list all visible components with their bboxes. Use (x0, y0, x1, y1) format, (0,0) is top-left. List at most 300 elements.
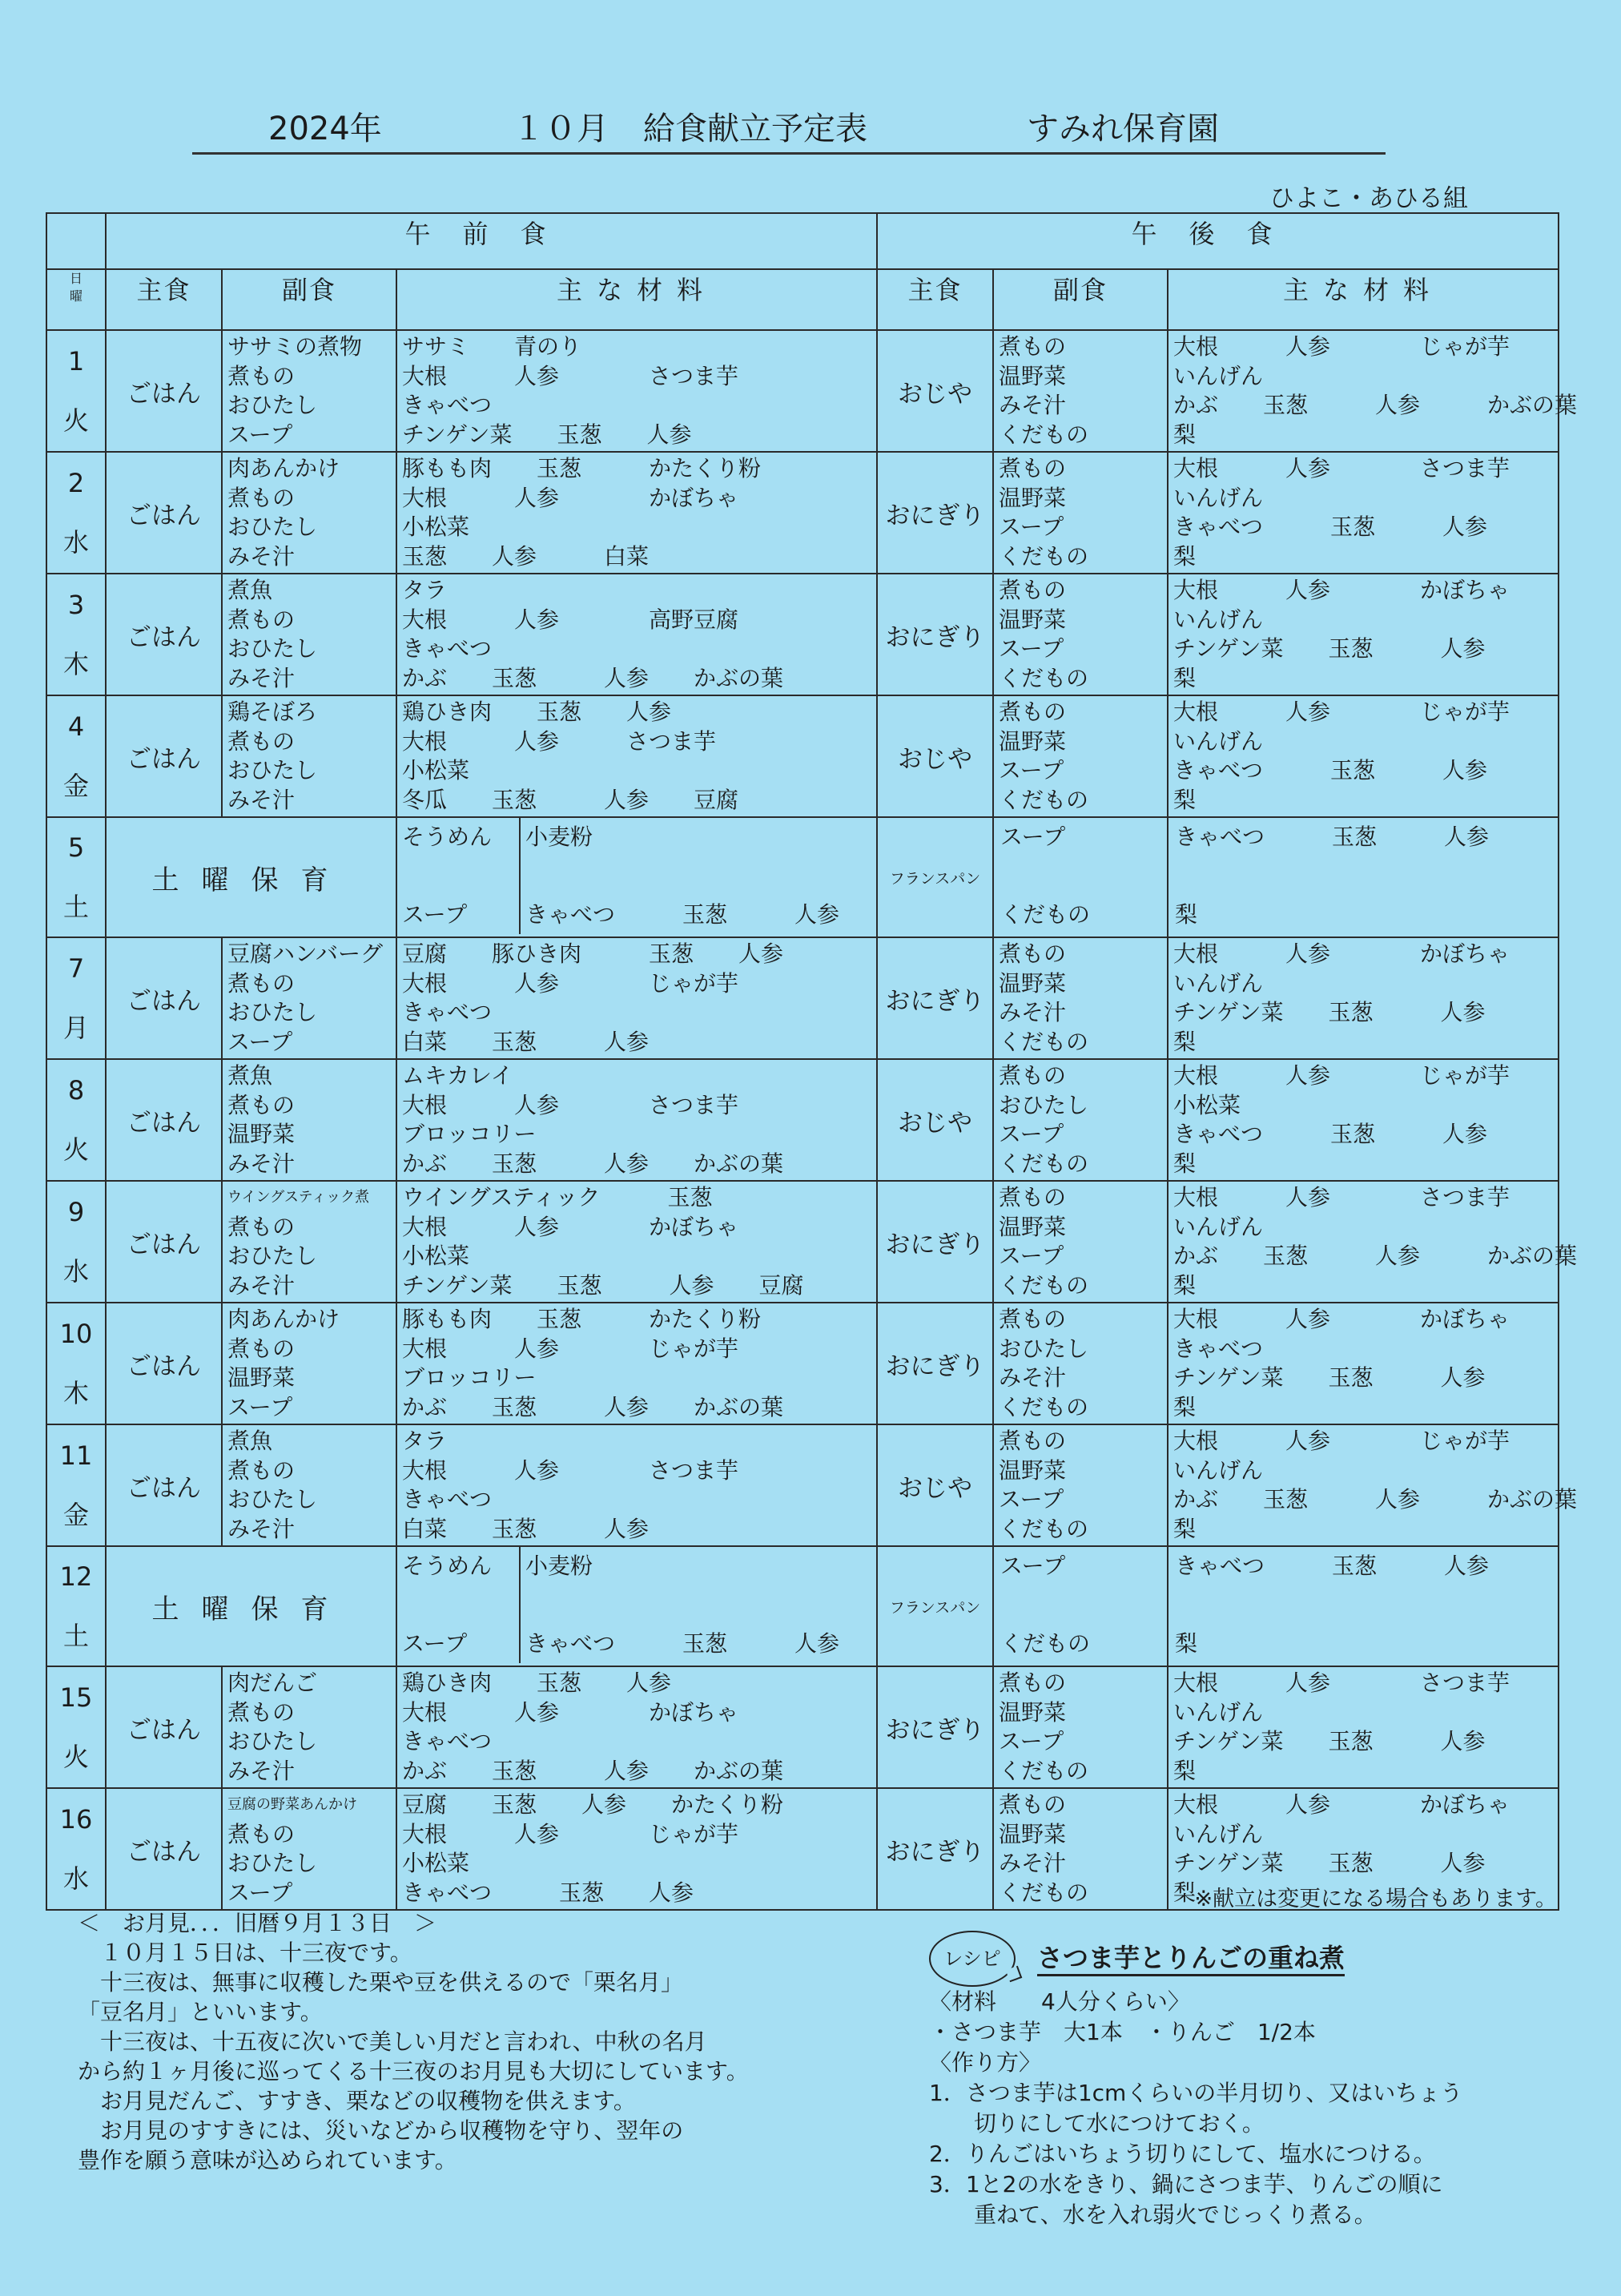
recipe-line: 3．1と2の水をきり、鍋にさつま芋、りんごの順に (929, 2171, 1443, 2197)
moon-note-line: から約１ヶ月後に巡ってくる十三夜のお月見も大切にしています。 (78, 2058, 749, 2085)
am-materials-cell (396, 452, 877, 574)
pm-materials-cell (1168, 1059, 1559, 1181)
day-column-header: 日 曜 (46, 269, 106, 330)
title-month: １０月 (513, 111, 609, 147)
table-row (46, 817, 1559, 937)
am-side-cell (222, 574, 396, 695)
pm-material-line: いんげん (1173, 362, 1264, 389)
am-material-line: 鶏ひき肉 玉葱 人参 (402, 1670, 672, 1696)
pm-side-item: 温野菜 (999, 1698, 1067, 1726)
moon-note-line: １０月１５日は、十三夜です。 (78, 1940, 412, 1966)
am-material-line: 冬瓜 玉葱 人参 豆腐 (402, 786, 739, 813)
pm-material-line: いんげん (1173, 484, 1264, 511)
sat-material-item: 小麦粉 (525, 1553, 593, 1579)
am-side-cell (222, 452, 396, 574)
am-materials-cell (396, 1181, 877, 1303)
pm-material-line: 小松菜 (1173, 1091, 1241, 1118)
pm-materials-cell (1168, 1666, 1559, 1788)
pm-side-header: 副食 (993, 269, 1168, 330)
pm-material-line: いんげん (1173, 969, 1264, 997)
am-staple-cell: ごはん (106, 1059, 222, 1181)
pm-side-item: くだもの (999, 664, 1089, 691)
am-side-item: おひたし (227, 999, 318, 1025)
moon-note-line: ＜ お月見．．．旧暦９月１３日 ＞ (78, 1910, 437, 1936)
pm-materials-cell (1168, 817, 1559, 937)
pm-material-line: 大根 人参 かぼちゃ (1173, 941, 1510, 967)
am-material-line: 大根 人参 かぼちゃ (402, 484, 739, 511)
pm-side-item: くだもの (999, 421, 1089, 448)
date-cell: 1 火 (46, 330, 106, 452)
pm-side-item: みそ汁 (999, 999, 1067, 1025)
am-materials-header: 主な材料 (396, 269, 877, 330)
pm-side-item: くだもの (999, 542, 1089, 570)
moon-note-line: 十三夜は、十五夜に次いで美しい月だと言われ、中秋の名月 (78, 2028, 707, 2055)
am-side-item: スープ (227, 1028, 293, 1055)
am-side-cell (222, 1424, 396, 1546)
am-side-item: 肉あんかけ (227, 1306, 340, 1332)
pm-side-item: くだもの (999, 1150, 1089, 1177)
am-side-item: おひたし (227, 635, 318, 662)
am-material-line: 白菜 玉葱 人参 (402, 1515, 650, 1542)
am-side-item: ウイングスティック煮 (227, 1189, 370, 1206)
pm-material-line: 大根 人参 かぼちゃ (1173, 577, 1510, 603)
am-side-item: 煮魚 (227, 577, 273, 603)
date-cell: 3 木 (46, 574, 106, 695)
pm-materials-cell (1168, 330, 1578, 452)
table-row (46, 1059, 1559, 1181)
pm-material-line: 大根 人参 さつま芋 (1173, 1184, 1510, 1210)
am-materials-cell (396, 695, 877, 817)
am-side-item: 煮もの (227, 1091, 296, 1118)
am-staple-cell: ごはん (106, 1181, 222, 1303)
pm-material-line: 大根 人参 じゃが芋 (1173, 333, 1510, 360)
pm-side-item: 温野菜 (999, 969, 1067, 997)
am-material-line: きゃべつ 玉葱 人参 (402, 1879, 694, 1906)
pm-material-line: チンゲン菜 玉葱 人参 (1173, 1364, 1486, 1391)
moon-note-line: お月見だんご、すすき、栗などの収穫物を供えます。 (78, 2088, 636, 2114)
am-side-item: みそ汁 (227, 786, 296, 813)
pm-staple-cell: おにぎり (877, 1181, 993, 1303)
pm-side-item: 温野菜 (999, 362, 1067, 389)
pm-side-item: くだもの (999, 1879, 1089, 1906)
pm-staple-cell: おにぎり (877, 452, 993, 574)
am-side-item: おひたし (227, 392, 318, 418)
table-row (46, 1666, 1559, 1788)
am-side-item: 肉だんご (227, 1670, 318, 1696)
am-side-item: みそ汁 (227, 1515, 296, 1542)
menu-table (46, 212, 1578, 1911)
pm-materials-cell (1168, 452, 1559, 574)
pm-side-cell (993, 1303, 1168, 1424)
am-side-item: 煮もの (227, 362, 296, 389)
am-side-cell (222, 937, 396, 1059)
am-materials-cell (396, 1666, 877, 1788)
pm-side-item: スープ (1000, 1553, 1066, 1579)
am-material-line: 小松菜 (402, 757, 470, 783)
date-cell: 7 月 (46, 937, 106, 1059)
pm-material-line: いんげん (1173, 1456, 1264, 1484)
pm-material-line: チンゲン菜 玉葱 人参 (1173, 1728, 1486, 1754)
pm-staple-cell: おにぎり (877, 1788, 993, 1910)
am-staple-cell: ごはん (106, 452, 222, 574)
moon-viewing-note (78, 1908, 911, 2175)
pm-material-line: 梨 (1173, 1515, 1197, 1542)
pm-side-item: スープ (999, 757, 1064, 783)
pm-material-line: 大根 人参 かぼちゃ (1173, 1306, 1510, 1332)
pm-material-line: チンゲン菜 玉葱 人参 (1173, 635, 1486, 662)
pm-side-item: 煮もの (999, 1428, 1067, 1454)
am-material-line: ブロッコリー (402, 1364, 537, 1391)
pm-side-item: 煮もの (999, 577, 1067, 603)
pm-material-line: 梨 (1173, 421, 1197, 448)
am-side-item: おひたし (227, 1728, 318, 1754)
pm-materials-cell (1168, 695, 1559, 817)
saturday-care-cell: 土曜保育 (106, 1546, 396, 1666)
am-staple-cell: ごはん (106, 330, 222, 452)
pm-side-item: おひたし (999, 1335, 1089, 1362)
pm-side-item: 温野菜 (999, 1456, 1067, 1484)
am-materials-cell (396, 1788, 877, 1910)
pm-side-item: くだもの (999, 1757, 1089, 1784)
am-staple-header: 主食 (106, 269, 222, 330)
am-material-line: ブロッコリー (402, 1121, 537, 1147)
am-staple-cell: ごはん (106, 1788, 222, 1910)
am-material-line: 大根 人参 さつま芋 (402, 362, 739, 389)
moon-note-line: 「豆名月」といいます。 (78, 1999, 323, 2025)
pm-side-item: 温野菜 (999, 727, 1067, 755)
am-material-line: ササミ 青のり (402, 333, 582, 360)
pm-material-line: 大根 人参 さつま芋 (1173, 1670, 1510, 1696)
am-side-item: 煮もの (227, 969, 296, 997)
pm-side-item: 煮もの (999, 941, 1067, 967)
pm-side-item: スープ (999, 1121, 1064, 1147)
pm-side-cell (993, 452, 1168, 574)
pm-side-item: 温野菜 (999, 1820, 1067, 1847)
am-side-item: 煮もの (227, 484, 296, 511)
date-cell: 5 土 (46, 817, 106, 937)
pm-staple-cell: おにぎり (877, 937, 993, 1059)
recipe-box (929, 1931, 1586, 2230)
pm-material-line: きゃべつ 玉葱 人参 (1173, 1121, 1488, 1147)
pm-staple-cell: おじや (877, 1424, 993, 1546)
pm-staple-cell: おじや (877, 1059, 993, 1181)
pm-materials-cell (1168, 937, 1559, 1059)
moon-note-line: お月見のすすきには、災いなどから収穫物を守り、翌年の (78, 2117, 684, 2144)
am-material-line: タラ (402, 1428, 448, 1454)
pm-side-item: くだもの (1000, 1630, 1091, 1657)
am-material-line: 小松菜 (402, 514, 470, 540)
am-side-item: 肉あんかけ (227, 455, 340, 481)
pm-material-line: 梨 (1173, 1393, 1197, 1420)
recipe-title: さつま芋とりんごの重ね煮 (1037, 1942, 1345, 1976)
date-cell: 8 火 (46, 1059, 106, 1181)
pm-material-line: 梨 (1173, 1879, 1197, 1906)
pm-material-line: 大根 人参 さつま芋 (1173, 455, 1510, 481)
am-side-cell (222, 330, 396, 452)
recipe-line: ・さつま芋 大1本 ・りんご 1/2本 (929, 2019, 1316, 2045)
pm-material-line: チンゲン菜 玉葱 人参 (1173, 999, 1486, 1025)
pm-materials-cell (1168, 1424, 1578, 1546)
pm-material-line: 梨 (1173, 542, 1197, 570)
am-side-item: 煮魚 (227, 1062, 273, 1089)
class-group-label: ひよこ・あひる組 (1269, 184, 1468, 213)
am-side-cell (222, 1181, 396, 1303)
title-school: すみれ保育園 (1027, 111, 1219, 147)
am-side-item: 鶏そぼろ (227, 699, 318, 725)
am-material-line: かぶ 玉葱 人参 かぶの葉 (402, 664, 784, 691)
pm-material-item: 梨 (1175, 901, 1198, 928)
am-side-item: ササミの煮物 (227, 333, 363, 360)
pm-side-cell (993, 937, 1168, 1059)
pm-side-item: くだもの (999, 786, 1089, 813)
am-side-item: みそ汁 (227, 1271, 296, 1299)
page-title (192, 106, 1386, 155)
pm-side-item: おひたし (999, 1091, 1089, 1118)
pm-material-line: いんげん (1173, 727, 1264, 755)
am-material-line: かぶ 玉葱 人参 かぶの葉 (402, 1757, 784, 1784)
change-note: ※献立は変更になる場合もあります。 (1194, 1887, 1557, 1911)
am-material-line: 豆腐 玉葱 人参 かたくり粉 (402, 1791, 784, 1818)
pm-side-item: くだもの (1000, 901, 1091, 928)
am-material-line: 小松菜 (402, 1850, 470, 1876)
am-side-item: スープ (227, 1393, 293, 1420)
pm-material-line: 梨 (1173, 664, 1197, 691)
am-materials-cell (396, 330, 877, 452)
date-cell: 12 土 (46, 1546, 106, 1666)
pm-staple-cell: おじや (877, 330, 993, 452)
am-material-line: 大根 人参 かぼちゃ (402, 1213, 739, 1240)
am-staple-cell: ごはん (106, 937, 222, 1059)
pm-material-line: いんげん (1173, 1820, 1264, 1847)
am-material-line: 大根 人参 じゃが芋 (402, 1335, 739, 1362)
pm-materials-cell (1168, 1303, 1559, 1424)
pm-material-line: きゃべつ 玉葱 人参 (1173, 757, 1488, 783)
am-side-cell (222, 695, 396, 817)
date-cell: 16 水 (46, 1788, 106, 1910)
am-material-line: 豚もも肉 玉葱 かたくり粉 (402, 1306, 762, 1332)
am-material-line: 大根 人参 さつま芋 (402, 1456, 739, 1484)
am-side-item: みそ汁 (227, 542, 296, 570)
am-staple-cell: ごはん (106, 695, 222, 817)
date-cell: 4 金 (46, 695, 106, 817)
am-side-item: みそ汁 (227, 664, 296, 691)
table-row (46, 937, 1559, 1059)
am-side-item: おひたし (227, 514, 318, 540)
pm-material-line: 梨 (1173, 1150, 1197, 1177)
pm-side-cell (993, 1181, 1168, 1303)
am-material-line: ムキカレイ (402, 1062, 513, 1089)
pm-material-item: 梨 (1175, 1630, 1198, 1657)
am-material-line: きゃべつ (402, 635, 493, 662)
am-material-line: 大根 人参 じゃが芋 (402, 1820, 739, 1847)
am-material-line: 白菜 玉葱 人参 (402, 1028, 650, 1055)
pm-side-cell (993, 1059, 1168, 1181)
pm-material-item: きゃべつ 玉葱 人参 (1175, 824, 1490, 850)
am-side-item: おひたし (227, 1486, 318, 1513)
am-side-item: 豆腐の野菜あんかけ (227, 1796, 357, 1813)
pm-staple-cell: おにぎり (877, 1303, 993, 1424)
am-material-line: 大根 人参 さつま芋 (402, 1091, 739, 1118)
table-row (46, 1181, 1559, 1303)
pm-side-item: 温野菜 (999, 606, 1067, 633)
pm-header: 午後食 (877, 213, 1559, 269)
pm-material-line: 梨 (1173, 1271, 1197, 1299)
am-side-item: 温野菜 (227, 1121, 296, 1147)
pm-side-item: 煮もの (999, 1670, 1067, 1696)
pm-material-line: チンゲン菜 玉葱 人参 (1173, 1850, 1486, 1876)
am-side-item: 温野菜 (227, 1364, 296, 1391)
pm-materials-header: 主な材料 (1168, 269, 1559, 330)
am-staple-cell: ごはん (106, 1666, 222, 1788)
title-menu: 給食献立予定表 (643, 111, 867, 147)
pm-side-item: みそ汁 (999, 1850, 1067, 1876)
am-staple-cell: ごはん (106, 1424, 222, 1546)
am-material-line: 豆腐 豚ひき肉 玉葱 人参 (402, 941, 784, 967)
sat-material-item: 小麦粉 (525, 824, 593, 850)
pm-staple-cell: フランスパン (877, 817, 993, 937)
am-materials-cell (396, 817, 877, 937)
sat-material-item: きゃべつ 玉葱 人参 (525, 1630, 840, 1657)
date-cell: 10 木 (46, 1303, 106, 1424)
date-cell: 15 火 (46, 1666, 106, 1788)
pm-material-line: いんげん (1173, 1698, 1264, 1726)
am-side-item: 煮もの (227, 1456, 296, 1484)
pm-material-line: 梨 (1173, 786, 1197, 813)
pm-material-line: いんげん (1173, 1213, 1264, 1240)
am-material-line: 小松菜 (402, 1243, 470, 1269)
table-row (46, 574, 1559, 695)
pm-side-item: スープ (999, 1486, 1064, 1513)
sat-side-item: そうめん (402, 824, 493, 850)
pm-side-item: スープ (999, 1728, 1064, 1754)
am-side-item: みそ汁 (227, 1757, 296, 1784)
table-row (46, 452, 1559, 574)
am-material-line: 大根 人参 高野豆腐 (402, 606, 739, 633)
recipe-line: 1．さつま芋は1cmくらいの半月切り、又はいちょう (929, 2080, 1463, 2106)
am-side-item: 煮もの (227, 606, 296, 633)
pm-side-item: 温野菜 (999, 1213, 1067, 1240)
am-materials-cell (396, 574, 877, 695)
pm-material-line: かぶ 玉葱 人参 かぶの葉 (1173, 1486, 1578, 1513)
pm-side-item: 煮もの (999, 1791, 1067, 1818)
pm-side-cell (993, 817, 1168, 937)
am-material-line: 大根 人参 かぼちゃ (402, 1698, 739, 1726)
pm-side-item: くだもの (999, 1028, 1089, 1055)
pm-side-item: みそ汁 (999, 392, 1067, 418)
pm-side-item: スープ (999, 1243, 1064, 1269)
pm-side-item: スープ (1000, 824, 1066, 850)
table-row (46, 695, 1559, 817)
pm-materials-cell (1168, 574, 1559, 695)
am-material-line: ウイングスティック 玉葱 (402, 1184, 713, 1210)
date-cell: 9 水 (46, 1181, 106, 1303)
am-staple-cell: ごはん (106, 1303, 222, 1424)
am-side-item: おひたし (227, 1850, 318, 1876)
pm-material-item: きゃべつ 玉葱 人参 (1175, 1553, 1490, 1579)
table-row (46, 330, 1559, 452)
recipe-line: 〈材料 4人分くらい〉 (929, 1988, 1190, 2015)
am-side-item: 煮もの (227, 727, 296, 755)
pm-staple-cell: おじや (877, 695, 993, 817)
am-material-line: チンゲン菜 玉葱 人参 (402, 421, 692, 448)
table-row (46, 1303, 1559, 1424)
am-side-item: 煮もの (227, 1698, 296, 1726)
am-materials-cell (396, 937, 877, 1059)
pm-side-cell (993, 695, 1168, 817)
pm-material-line: 大根 人参 じゃが芋 (1173, 1062, 1510, 1089)
pm-side-cell (993, 1788, 1168, 1910)
recipe-line: 切りにして水につけておく。 (929, 2110, 1265, 2137)
am-material-line: 大根 人参 さつま芋 (402, 727, 717, 755)
am-materials-cell (396, 1546, 877, 1666)
pm-material-line: 梨 (1173, 1028, 1197, 1055)
pm-material-line: 大根 人参 じゃが芋 (1173, 1428, 1510, 1454)
am-material-line: タラ (402, 577, 448, 603)
pm-staple-cell: おにぎり (877, 574, 993, 695)
pm-staple-header: 主食 (877, 269, 993, 330)
am-material-line: きゃべつ (402, 1728, 493, 1754)
sat-side-item: スープ (402, 901, 468, 928)
table-row (46, 1424, 1559, 1546)
am-side-cell (222, 1666, 396, 1788)
pm-side-item: 温野菜 (999, 484, 1067, 511)
pm-side-item: 煮もの (999, 699, 1067, 725)
am-material-line: きゃべつ (402, 392, 493, 418)
am-side-item: スープ (227, 421, 293, 448)
sat-side-item: そうめん (402, 1553, 493, 1579)
am-side-item: 煮もの (227, 1820, 296, 1847)
am-material-line: 玉葱 人参 白菜 (402, 542, 650, 570)
am-side-cell (222, 1788, 396, 1910)
am-side-item: 煮もの (227, 1213, 296, 1240)
pm-material-line: きゃべつ 玉葱 人参 (1173, 514, 1488, 540)
moon-note-line: 豊作を願う意味が込められています。 (78, 2147, 457, 2173)
pm-staple-cell: おにぎり (877, 1666, 993, 1788)
pm-side-item: 煮もの (999, 455, 1067, 481)
am-side-item: みそ汁 (227, 1150, 296, 1177)
pm-materials-cell (1168, 1181, 1578, 1303)
am-side-cell (222, 1303, 396, 1424)
pm-side-cell (993, 1424, 1168, 1546)
pm-material-line: 梨 (1173, 1757, 1197, 1784)
am-side-item: 煮もの (227, 1335, 296, 1362)
pm-side-cell (993, 1666, 1168, 1788)
am-material-line: かぶ 玉葱 人参 かぶの葉 (402, 1393, 784, 1420)
am-side-item: おひたし (227, 1243, 318, 1269)
pm-material-line: きゃべつ (1173, 1335, 1264, 1362)
am-material-line: 大根 人参 じゃが芋 (402, 969, 739, 997)
pm-material-line: いんげん (1173, 606, 1264, 633)
date-cell: 2 水 (46, 452, 106, 574)
am-materials-cell (396, 1303, 877, 1424)
moon-note-line: 十三夜は、無事に収穫した栗や豆を供えるので「栗名月」 (78, 1969, 684, 1996)
am-side-item: スープ (227, 1879, 293, 1906)
pm-side-item: くだもの (999, 1271, 1089, 1299)
pm-side-item: 煮もの (999, 333, 1067, 360)
pm-side-item: スープ (999, 514, 1064, 540)
recipe-badge: レシピ (929, 1931, 1016, 1987)
pm-side-item: スープ (999, 635, 1064, 662)
saturday-care-cell: 土曜保育 (106, 817, 396, 937)
recipe-line: 重ねて、水を入れ弱火でじっくり煮る。 (929, 2201, 1377, 2228)
pm-side-item: みそ汁 (999, 1364, 1067, 1391)
am-side-item: 豆腐ハンバーグ (227, 941, 384, 967)
corner-cell (46, 213, 106, 269)
table-row (46, 1546, 1559, 1666)
pm-side-item: 煮もの (999, 1306, 1067, 1332)
pm-material-line: 大根 人参 じゃが芋 (1173, 699, 1510, 725)
date-cell: 11 金 (46, 1424, 106, 1546)
